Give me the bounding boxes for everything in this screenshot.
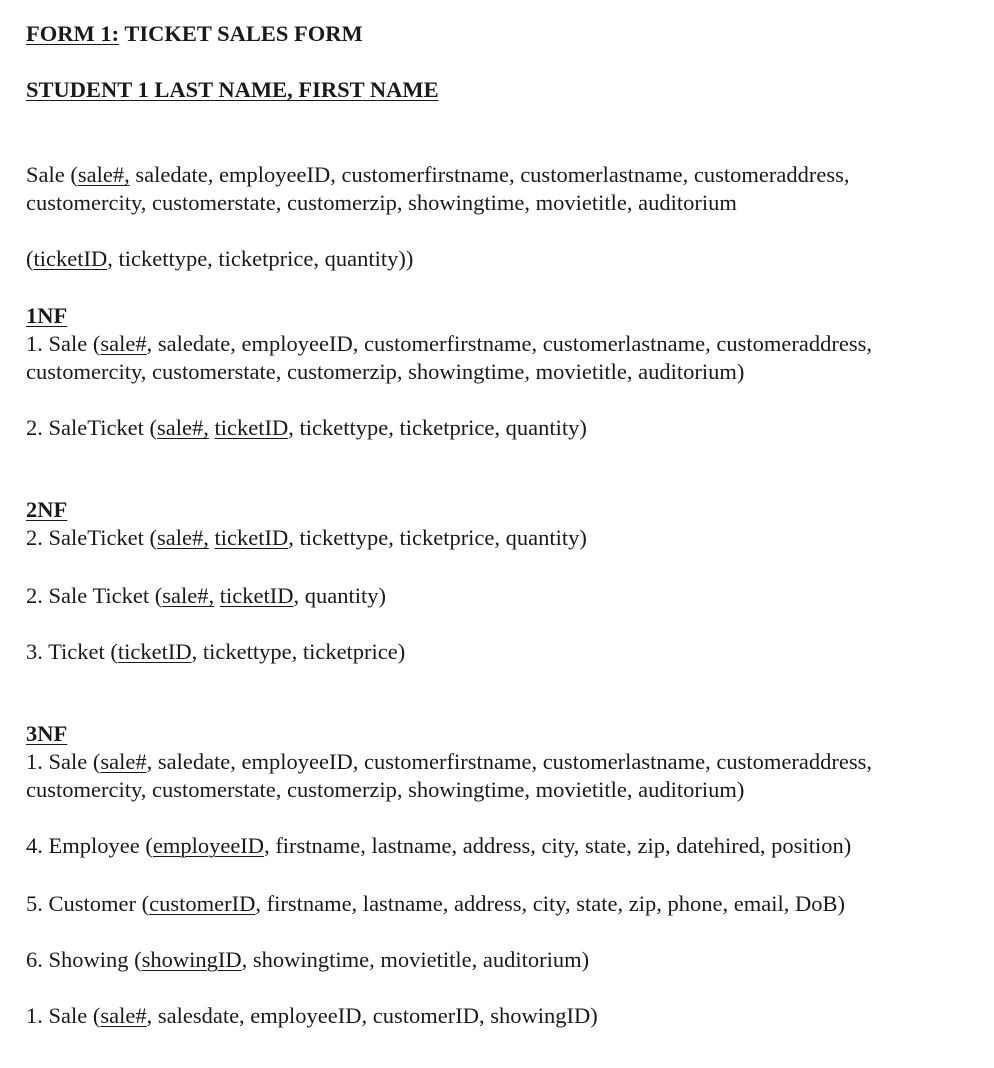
unf-group-key: ticketID [33,246,108,271]
nf1-sale-attrs: , saledate, employeeID, customerfirstname, customerlastname, customeraddress, [146,331,872,356]
nf3-showing [26,946,589,974]
nf3-cust-attrs: , firstname, lastname, address, city, state, zip, phone, email, DoB) [255,891,845,916]
nf3-sale-line2: customercity, customerstate, customerzip, showingtime, movietitle, auditorium) [26,777,745,802]
nf2-sale-ticket [26,582,386,610]
nf3-sale2-attrs: , salesdate, employeeID, customerID, showingID) [146,1003,598,1028]
nf3-show-key: showingID [141,947,242,972]
nf3-sale-attrs: , saledate, employeeID, customerfirstname, customerlastname, customeraddress, [146,749,872,774]
nf3-emp-attrs: , firstname, lastname, address, city, state, zip, datehired, position) [264,833,852,858]
nf1-sale-head: 1. Sale ( [26,331,101,356]
nf2-st2-attrs: , quantity) [293,583,386,608]
nf3-sale2-head: 1. Sale ( [26,1003,101,1028]
nf1-st-key1: sale#, [157,415,209,440]
unf-group-head: ( [26,246,34,271]
nf3-sale-revised [26,1002,598,1030]
nf2-st-attrs: , tickettype, ticketprice, quantity) [288,525,587,550]
nf2-st2-key1: sale#, [162,583,215,608]
nf3-cust-key: customerID [149,891,256,916]
nf1-heading [26,302,67,330]
nf2-ticket-attrs: , tickettype, ticketprice) [191,639,406,664]
nf3-sale2-key: sale# [100,1003,147,1028]
nf3-sale-line1 [26,748,872,776]
nf3-sale-key: sale# [100,749,147,774]
form-title [26,20,363,48]
unf-sale-head: Sale ( [26,162,78,187]
nf3-heading [26,720,67,748]
unf-sale-line2: customercity, customerstate, customerzip, showingtime, movietitle, auditorium [26,190,737,215]
nf3-customer [26,890,845,918]
nf3-cust-head: 5. Customer ( [26,891,150,916]
unf-group-attrs: , tickettype, ticketprice, quantity)) [107,246,414,271]
nf1-sale-key: sale# [100,331,147,356]
nf1-st-head: 2. SaleTicket ( [26,415,158,440]
nf1-heading-text: 1NF [26,303,68,328]
nf2-st-head: 2. SaleTicket ( [26,525,158,550]
nf2-heading-text: 2NF [26,497,68,522]
nf1-st-key2: ticketID [214,415,289,440]
nf3-emp-head: 4. Employee ( [26,833,153,858]
nf2-saleticket [26,524,587,552]
nf2-ticket-head: 3. Ticket ( [26,639,118,664]
student-name-line [26,76,439,104]
form-prefix: FORM 1: [26,21,120,46]
nf1-sale-line2: customercity, customerstate, customerzip, showingtime, movietitle, auditorium) [26,359,745,384]
nf2-st-key1: sale#, [157,525,209,550]
nf2-st2-key2: ticketID [219,583,294,608]
nf1-sale-line1 [26,330,872,358]
nf2-ticket [26,638,405,666]
nf2-st2-head: 2. Sale Ticket ( [26,583,163,608]
nf3-heading-text: 3NF [26,721,68,746]
nf3-employee [26,832,851,860]
nf2-ticket-key: ticketID [117,639,192,664]
nf1-saleticket [26,414,587,442]
nf3-show-attrs: , showingtime, movietitle, auditorium) [241,947,590,972]
nf2-st-key2: ticketID [214,525,289,550]
unf-sale-line1 [26,161,849,189]
nf3-show-head: 6. Showing ( [26,947,142,972]
nf3-sale-head: 1. Sale ( [26,749,101,774]
nf3-emp-key: employeeID [152,833,265,858]
form-title-text: TICKET SALES FORM [119,21,363,46]
unf-sale-attrs: saledate, employeeID, customerfirstname, customerlastname, customeraddress, [129,162,850,187]
nf2-heading [26,496,67,524]
student-name: STUDENT 1 LAST NAME, FIRST NAME [26,77,439,102]
unf-sale-key: sale#, [77,162,130,187]
nf1-st-attrs: , tickettype, ticketprice, quantity) [288,415,587,440]
unf-repeating-group [26,245,413,273]
